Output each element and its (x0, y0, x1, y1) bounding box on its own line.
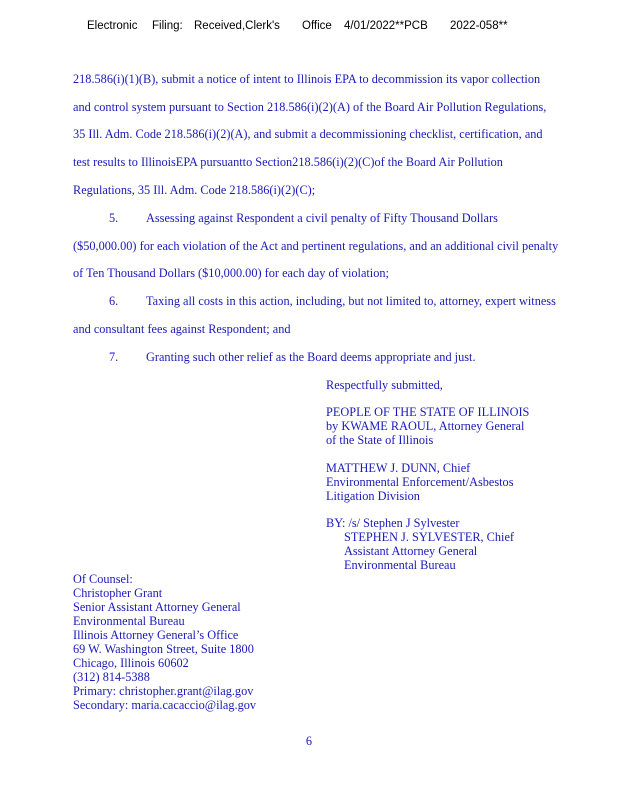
closing: Respectfully submitted, (326, 378, 443, 392)
text-line: Taxing all costs in this action, including, but not limited to, attorney, expert witness (146, 294, 556, 308)
text-line: 218.586(i)(1)(B), submit a notice of intent to Illinois EPA to decommission its vapor collection (73, 72, 541, 86)
item-number: 7. (109, 350, 119, 364)
signature-line: Environmental Enforcement/Asbestos (326, 475, 514, 489)
counsel-line: Of Counsel: (73, 572, 133, 586)
counsel-line: Christopher Grant (73, 586, 163, 600)
text-line: Regulations, 35 Ill. Adm. Code 218.586(i)(2)(C); (73, 183, 316, 197)
header-case-number: 2022-058** (450, 20, 508, 32)
signature-line: Litigation Division (326, 489, 420, 503)
item-number: 5. (109, 211, 119, 225)
signature-line: by KWAME RAOUL, Attorney General (326, 419, 525, 433)
signature-line: of the State of Illinois (326, 433, 434, 447)
filing-header (0, 20, 618, 36)
signature-line: MATTHEW J. DUNN, Chief (326, 461, 471, 475)
item-number: 6. (109, 294, 119, 308)
counsel-line: (312) 814-5388 (73, 670, 150, 684)
header-date: 4/01/2022**PCB (344, 20, 428, 32)
counsel-primary-email[interactable]: Primary: christopher.grant@ilag.gov (73, 684, 254, 698)
text-line: Granting such other relief as the Board deems appropriate and just. (146, 350, 476, 364)
counsel-line: Senior Assistant Attorney General (73, 600, 241, 614)
header-office: Office (302, 20, 332, 32)
counsel-secondary-email[interactable]: Secondary: maria.cacaccio@ilag.gov (73, 698, 257, 712)
text-line: test results to IllinoisEPA pursuantto Section218.586(i)(2)(C)of the Board Air Pollution (73, 155, 503, 169)
text-line: of Ten Thousand Dollars ($10,000.00) for each day of violation; (73, 266, 389, 280)
plaintiff-block (326, 405, 529, 447)
signature-line: Environmental Bureau (344, 558, 456, 572)
text-line: Assessing against Respondent a civil penalty of Fifty Thousand Dollars (146, 211, 498, 225)
counsel-line: Chicago, Illinois 60602 (73, 656, 189, 670)
counsel-line: Illinois Attorney General’s Office (73, 628, 239, 642)
signature-line: STEPHEN J. SYLVESTER, Chief (344, 530, 515, 544)
of-counsel-block (73, 572, 256, 712)
page-number: 6 (305, 734, 313, 748)
signature-line: PEOPLE OF THE STATE OF ILLINOIS (326, 405, 530, 419)
by-line: BY: /s/ Stephen J Sylvester (326, 516, 460, 530)
signer-block (344, 530, 514, 572)
counsel-line: Environmental Bureau (73, 614, 185, 628)
header-electronic: Electronic (87, 20, 138, 32)
text-line: ($50,000.00) for each violation of the Act and pertinent regulations, and an additional civil penalty (73, 239, 559, 253)
text-line: 35 Ill. Adm. Code 218.586(i)(2)(A), and submit a decommissioning checklist, certification, and (73, 127, 543, 141)
counsel-line: 69 W. Washington Street, Suite 1800 (73, 642, 254, 656)
signature-line: Assistant Attorney General (344, 544, 478, 558)
text-line: and consultant fees against Respondent; and (73, 322, 291, 336)
chief-block (326, 461, 513, 503)
header-filing: Filing: (152, 20, 183, 32)
header-received: Received,Clerk's (194, 20, 280, 32)
text-line: and control system pursuant to Section 218.586(i)(2)(A) of the Board Air Pollution Regulations, (73, 100, 547, 114)
